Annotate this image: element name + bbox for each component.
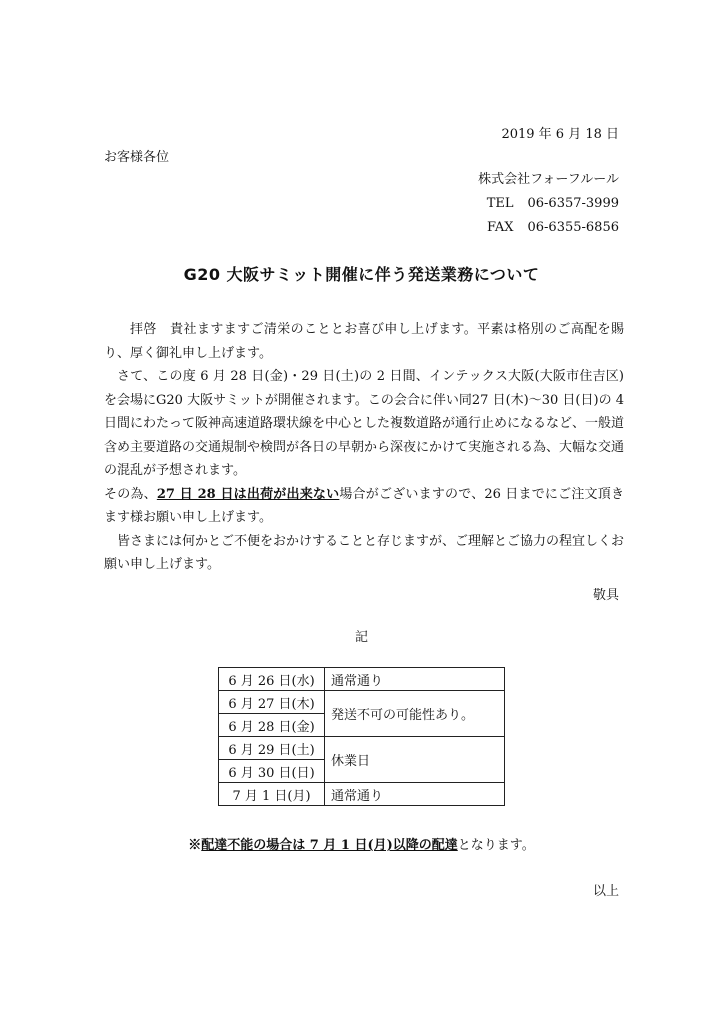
tel-label: TEL [486,196,514,211]
document-title: G20 大阪サミット開催に伴う発送業務について [183,265,540,284]
schedule-status: 通常通り [325,668,505,691]
schedule-date: 6 月 27 日(木) [219,691,325,714]
issue-date: 2019 年 6 月 18 日 [501,127,619,142]
schedule-date: 7 月 1 日(月) [219,783,325,806]
schedule-date: 6 月 26 日(水) [219,668,325,691]
ki-heading: 記 [354,630,368,645]
announcement-paragraph: さて、この度 6 月 28 日(金)・29 日(土)の 2 日間、インテックス大阪(大阪市住吉区)を会場にG20 大阪サミットが開催されます。この会合に伴い同27 日(木)〜30 日(日)の 4 日間にわたって阪神高速道路環状線を中心とした複数道路が通行止めになるなど、一般道含め主要道路の交通規制や検問が各日の早朝から深夜にかけて実施される為、大幅な交通の混乱が予想されます。 [104,369,625,478]
letter-body [104,318,624,577]
schedule-date: 6 月 29 日(土) [219,737,325,760]
schedule-table [218,667,505,806]
apology-paragraph: 皆さまには何かとご不便をおかけすることと存じますが、ご理解とご協力の程宜しくお願い申し上げます。 [104,533,625,572]
note-suffix: となります。 [457,838,535,853]
fax-label: FAX [486,220,514,235]
greeting-paragraph: 拝啓 貴社ますますご清栄のこととお喜び申し上げます。平素は格別のご高配を賜り、厚く御礼申し上げます。 [104,322,624,361]
table-row [219,737,505,760]
schedule-status: 通常通り [325,783,505,806]
closing-keigu: 敬具 [592,588,619,603]
schedule-date: 6 月 28 日(金) [219,714,325,737]
table-row [219,668,505,691]
addressee: お客様各位 [104,150,170,165]
closing-ijo: 以上 [592,884,619,899]
no-shipping-emphasis: 27 日 28 日は出荷が出来ない [156,486,340,502]
schedule-status: 発送不可の可能性あり。 [325,691,505,737]
table-row [219,783,505,806]
request-prefix: その為、 [104,486,157,502]
tel-line [487,194,619,214]
company-name: 株式会社フォーフルール [478,172,619,187]
request-suffix: 場合がございますので、26 日までにご注文頂きます様お願い申し上げます。 [104,486,624,525]
table-row [219,691,505,714]
schedule-status: 休業日 [325,737,505,783]
schedule-date: 6 月 30 日(日) [219,760,325,783]
fax-number: 06-6355-6856 [527,220,619,235]
note-prefix: ※ [188,838,202,853]
delivery-note [0,834,723,853]
note-emphasis: 配達不能の場合は 7 月 1 日(月)以降の配達 [201,838,458,853]
fax-line [487,218,619,238]
request-paragraph [104,483,624,530]
tel-number: 06-6357-3999 [527,196,619,211]
